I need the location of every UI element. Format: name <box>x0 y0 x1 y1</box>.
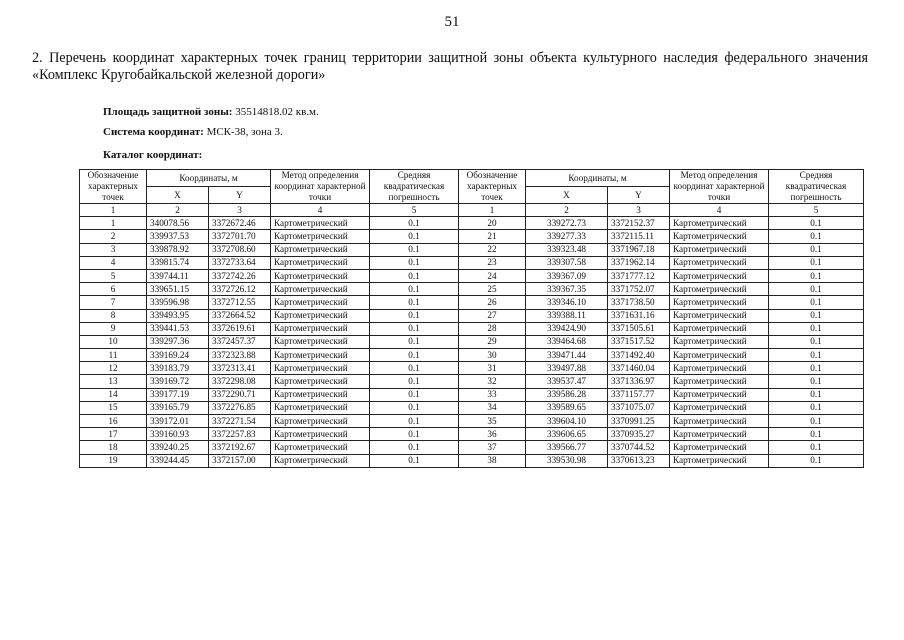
coord-y: 3371777.12 <box>608 269 670 282</box>
error-cell: 0.1 <box>769 296 864 309</box>
table-row <box>80 230 864 243</box>
coord-y: 3372708.60 <box>209 243 271 256</box>
error-cell: 0.1 <box>769 217 864 230</box>
point-number: 20 <box>459 217 526 230</box>
table-row <box>80 269 864 282</box>
method-cell: Картометрический <box>670 217 769 230</box>
method-cell: Картометрический <box>271 349 370 362</box>
table-row <box>80 441 864 454</box>
header-y-right: Y <box>608 187 670 204</box>
point-number: 28 <box>459 322 526 335</box>
coord-y: 3372313.41 <box>209 362 271 375</box>
method-cell: Картометрический <box>670 309 769 322</box>
error-cell: 0.1 <box>370 349 459 362</box>
error-cell: 0.1 <box>769 388 864 401</box>
method-cell: Картометрический <box>670 415 769 428</box>
error-cell: 0.1 <box>769 256 864 269</box>
method-cell: Картометрический <box>670 388 769 401</box>
table-row <box>80 335 864 348</box>
point-number: 16 <box>80 415 147 428</box>
point-number: 30 <box>459 349 526 362</box>
coord-y: 3371752.07 <box>608 283 670 296</box>
coord-x: 339346.10 <box>526 296 608 309</box>
coord-x: 339169.24 <box>147 349 209 362</box>
point-number: 10 <box>80 335 147 348</box>
coord-y: 3372323.88 <box>209 349 271 362</box>
header-method-left: Метод определения координат характерной точки <box>271 170 370 204</box>
coord-y: 3370935.27 <box>608 428 670 441</box>
coord-x: 339471.44 <box>526 349 608 362</box>
method-cell: Картометрический <box>271 230 370 243</box>
coord-x: 339160.93 <box>147 428 209 441</box>
error-cell: 0.1 <box>769 415 864 428</box>
error-cell: 0.1 <box>769 309 864 322</box>
system-label: Система координат: <box>103 126 204 138</box>
coord-x: 339493.95 <box>147 309 209 322</box>
table-row <box>80 217 864 230</box>
document-heading: 2. Перечень координат характерных точек границ территории защитной зоны объекта культурного наследия федерального значения «Комплекс Кругобайкальской железной дороги» <box>32 50 868 83</box>
coord-x: 339596.98 <box>147 296 209 309</box>
coord-y: 3372664.52 <box>209 309 271 322</box>
error-cell: 0.1 <box>769 454 864 467</box>
error-cell: 0.1 <box>370 296 459 309</box>
coord-y: 3371517.52 <box>608 335 670 348</box>
method-cell: Картометрический <box>271 335 370 348</box>
error-cell: 0.1 <box>370 335 459 348</box>
error-cell: 0.1 <box>769 401 864 414</box>
coord-x: 339537.47 <box>526 375 608 388</box>
error-cell: 0.1 <box>370 217 459 230</box>
error-cell: 0.1 <box>769 243 864 256</box>
coord-x: 339388.11 <box>526 309 608 322</box>
coord-x: 339878.92 <box>147 243 209 256</box>
table-row <box>80 349 864 362</box>
error-cell: 0.1 <box>370 454 459 467</box>
point-number: 25 <box>459 283 526 296</box>
error-cell: 0.1 <box>370 441 459 454</box>
point-number: 33 <box>459 388 526 401</box>
column-index-row <box>80 204 864 217</box>
point-number: 17 <box>80 428 147 441</box>
coord-x: 339244.45 <box>147 454 209 467</box>
method-cell: Картометрический <box>271 243 370 256</box>
area-label: Площадь защитной зоны: <box>103 106 233 118</box>
header-error-right: Средняя квадратическая погрешность <box>769 170 864 204</box>
point-number: 31 <box>459 362 526 375</box>
error-cell: 0.1 <box>769 428 864 441</box>
method-cell: Картометрический <box>670 335 769 348</box>
column-index: 2 <box>526 204 608 217</box>
coord-y: 3371157.77 <box>608 388 670 401</box>
error-cell: 0.1 <box>370 243 459 256</box>
error-cell: 0.1 <box>769 441 864 454</box>
coord-y: 3370744.52 <box>608 441 670 454</box>
method-cell: Картометрический <box>271 441 370 454</box>
point-number: 11 <box>80 349 147 362</box>
coord-x: 339651.15 <box>147 283 209 296</box>
error-cell: 0.1 <box>370 283 459 296</box>
error-cell: 0.1 <box>370 362 459 375</box>
protected-area-line <box>103 106 319 118</box>
coord-x: 339497.88 <box>526 362 608 375</box>
point-number: 3 <box>80 243 147 256</box>
point-number: 2 <box>80 230 147 243</box>
coord-x: 339169.72 <box>147 375 209 388</box>
column-index: 5 <box>769 204 864 217</box>
method-cell: Картометрический <box>271 309 370 322</box>
point-number: 34 <box>459 401 526 414</box>
table-row <box>80 256 864 269</box>
coord-y: 3371962.14 <box>608 256 670 269</box>
error-cell: 0.1 <box>769 230 864 243</box>
coord-x: 339744.11 <box>147 269 209 282</box>
coord-x: 339424.90 <box>526 322 608 335</box>
table-row <box>80 322 864 335</box>
point-number: 21 <box>459 230 526 243</box>
method-cell: Картометрический <box>670 296 769 309</box>
method-cell: Картометрический <box>670 454 769 467</box>
table-row <box>80 428 864 441</box>
method-cell: Картометрический <box>670 349 769 362</box>
method-cell: Картометрический <box>670 428 769 441</box>
coord-x: 339530.98 <box>526 454 608 467</box>
coord-y: 3371505.61 <box>608 322 670 335</box>
error-cell: 0.1 <box>769 349 864 362</box>
error-cell: 0.1 <box>769 322 864 335</box>
header-point-right: Обозначение характерных точек <box>459 170 526 204</box>
method-cell: Картометрический <box>271 428 370 441</box>
coord-y: 3372733.64 <box>209 256 271 269</box>
method-cell: Картометрический <box>670 283 769 296</box>
method-cell: Картометрический <box>670 256 769 269</box>
table-row <box>80 309 864 322</box>
point-number: 6 <box>80 283 147 296</box>
error-cell: 0.1 <box>370 428 459 441</box>
table-row <box>80 243 864 256</box>
method-cell: Картометрический <box>670 362 769 375</box>
error-cell: 0.1 <box>769 269 864 282</box>
error-cell: 0.1 <box>370 401 459 414</box>
coord-y: 3370613.23 <box>608 454 670 467</box>
coord-y: 3372726.12 <box>209 283 271 296</box>
coord-y: 3372192.67 <box>209 441 271 454</box>
point-number: 1 <box>80 217 147 230</box>
error-cell: 0.1 <box>370 269 459 282</box>
column-index: 3 <box>608 204 670 217</box>
point-number: 13 <box>80 375 147 388</box>
method-cell: Картометрический <box>271 388 370 401</box>
point-number: 23 <box>459 256 526 269</box>
point-number: 5 <box>80 269 147 282</box>
method-cell: Картометрический <box>271 415 370 428</box>
point-number: 9 <box>80 322 147 335</box>
coord-y: 3372157.00 <box>209 454 271 467</box>
point-number: 37 <box>459 441 526 454</box>
coord-x: 339165.79 <box>147 401 209 414</box>
coord-y: 3372457.37 <box>209 335 271 348</box>
point-number: 15 <box>80 401 147 414</box>
coord-y: 3371738.50 <box>608 296 670 309</box>
point-number: 22 <box>459 243 526 256</box>
coord-y: 3372742.26 <box>209 269 271 282</box>
method-cell: Картометрический <box>670 375 769 388</box>
method-cell: Картометрический <box>271 256 370 269</box>
column-index: 2 <box>147 204 209 217</box>
coord-x: 339589.65 <box>526 401 608 414</box>
header-x-left: X <box>147 187 209 204</box>
method-cell: Картометрический <box>670 441 769 454</box>
point-number: 14 <box>80 388 147 401</box>
page-number: 51 <box>444 14 460 30</box>
point-number: 36 <box>459 428 526 441</box>
coord-x: 339272.73 <box>526 217 608 230</box>
method-cell: Картометрический <box>670 269 769 282</box>
coord-x: 339815.74 <box>147 256 209 269</box>
coord-y: 3370991.25 <box>608 415 670 428</box>
point-number: 38 <box>459 454 526 467</box>
method-cell: Картометрический <box>670 322 769 335</box>
point-number: 29 <box>459 335 526 348</box>
method-cell: Картометрический <box>271 322 370 335</box>
method-cell: Картометрический <box>271 375 370 388</box>
coord-y: 3371460.04 <box>608 362 670 375</box>
point-number: 27 <box>459 309 526 322</box>
coord-y: 3371336.97 <box>608 375 670 388</box>
coord-y: 3371631.16 <box>608 309 670 322</box>
point-number: 35 <box>459 415 526 428</box>
column-index: 1 <box>459 204 526 217</box>
table-row <box>80 401 864 414</box>
coord-y: 3372712.55 <box>209 296 271 309</box>
coord-y: 3372290.71 <box>209 388 271 401</box>
coord-y: 3372619.61 <box>209 322 271 335</box>
coord-y: 3372701.70 <box>209 230 271 243</box>
coord-y: 3372257.83 <box>209 428 271 441</box>
column-index: 4 <box>271 204 370 217</box>
method-cell: Картометрический <box>271 217 370 230</box>
header-coords-left: Координаты, м <box>147 170 271 187</box>
coord-x: 339606.65 <box>526 428 608 441</box>
error-cell: 0.1 <box>769 375 864 388</box>
header-method-right: Метод определения координат характерной точки <box>670 170 769 204</box>
table-row <box>80 388 864 401</box>
coord-y: 3372271.54 <box>209 415 271 428</box>
coord-y: 3372115.11 <box>608 230 670 243</box>
coordinates-table <box>79 169 864 468</box>
point-number: 24 <box>459 269 526 282</box>
header-error-left: Средняя квадратическая погрешность <box>370 170 459 204</box>
coord-y: 3372672.46 <box>209 217 271 230</box>
table-body <box>80 204 864 468</box>
coord-x: 339307.58 <box>526 256 608 269</box>
error-cell: 0.1 <box>769 283 864 296</box>
table-row <box>80 362 864 375</box>
error-cell: 0.1 <box>370 375 459 388</box>
coordinate-system-line <box>103 126 283 138</box>
point-number: 12 <box>80 362 147 375</box>
point-number: 32 <box>459 375 526 388</box>
header-point-left: Обозначение характерных точек <box>80 170 147 204</box>
method-cell: Картометрический <box>271 362 370 375</box>
coord-x: 339297.36 <box>147 335 209 348</box>
point-number: 26 <box>459 296 526 309</box>
coord-x: 339183.79 <box>147 362 209 375</box>
header-x-right: X <box>526 187 608 204</box>
error-cell: 0.1 <box>370 322 459 335</box>
coord-x: 339441.53 <box>147 322 209 335</box>
coord-x: 340078.56 <box>147 217 209 230</box>
coord-y: 3372152.37 <box>608 217 670 230</box>
method-cell: Картометрический <box>670 230 769 243</box>
coord-x: 339172.01 <box>147 415 209 428</box>
coord-x: 339240.25 <box>147 441 209 454</box>
column-index: 1 <box>80 204 147 217</box>
point-number: 4 <box>80 256 147 269</box>
coord-x: 339323.48 <box>526 243 608 256</box>
point-number: 8 <box>80 309 147 322</box>
coord-y: 3372276.85 <box>209 401 271 414</box>
method-cell: Картометрический <box>271 283 370 296</box>
error-cell: 0.1 <box>769 335 864 348</box>
table-row <box>80 283 864 296</box>
error-cell: 0.1 <box>370 230 459 243</box>
system-value: МСК-38, зона 3. <box>206 126 283 138</box>
area-value: 35514818.02 кв.м. <box>235 106 319 118</box>
point-number: 18 <box>80 441 147 454</box>
method-cell: Картометрический <box>271 454 370 467</box>
point-number: 7 <box>80 296 147 309</box>
point-number: 19 <box>80 454 147 467</box>
coord-x: 339277.33 <box>526 230 608 243</box>
column-index: 5 <box>370 204 459 217</box>
method-cell: Картометрический <box>271 269 370 282</box>
coord-y: 3371967.18 <box>608 243 670 256</box>
coord-y: 3372298.08 <box>209 375 271 388</box>
error-cell: 0.1 <box>370 415 459 428</box>
coord-x: 339586.28 <box>526 388 608 401</box>
table-row <box>80 415 864 428</box>
coord-y: 3371075.07 <box>608 401 670 414</box>
error-cell: 0.1 <box>370 309 459 322</box>
method-cell: Картометрический <box>271 296 370 309</box>
header-y-left: Y <box>209 187 271 204</box>
table-row <box>80 296 864 309</box>
column-index: 4 <box>670 204 769 217</box>
method-cell: Картометрический <box>670 243 769 256</box>
coord-y: 3371492.40 <box>608 349 670 362</box>
coord-x: 339604.10 <box>526 415 608 428</box>
coord-x: 339464.68 <box>526 335 608 348</box>
header-coords-right: Координаты, м <box>526 170 670 187</box>
coord-x: 339367.09 <box>526 269 608 282</box>
coord-x: 339177.19 <box>147 388 209 401</box>
method-cell: Картометрический <box>670 401 769 414</box>
table-row <box>80 375 864 388</box>
error-cell: 0.1 <box>370 388 459 401</box>
table-row <box>80 454 864 467</box>
error-cell: 0.1 <box>769 362 864 375</box>
coord-x: 339566.77 <box>526 441 608 454</box>
catalog-label: Каталог координат: <box>103 149 203 161</box>
coord-x: 339367.35 <box>526 283 608 296</box>
column-index: 3 <box>209 204 271 217</box>
error-cell: 0.1 <box>370 256 459 269</box>
method-cell: Картометрический <box>271 401 370 414</box>
coord-x: 339937.53 <box>147 230 209 243</box>
